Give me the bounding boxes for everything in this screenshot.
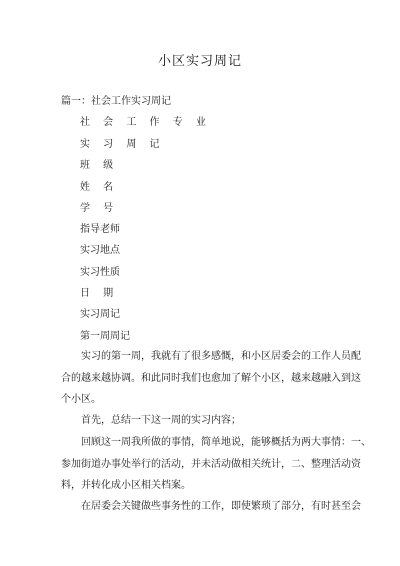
paragraph-2	[61, 410, 349, 432]
field-name: 姓 名	[80, 182, 119, 193]
field-journal: 实 习 周 记	[80, 139, 165, 150]
paragraph-line: 个小区。	[61, 394, 101, 405]
field-student-id: 学 号	[80, 203, 119, 214]
paragraph-4	[61, 496, 361, 518]
section-heading: 篇一：社会工作实习周记	[61, 96, 171, 107]
document-title: 小区实习周记	[157, 54, 242, 69]
field-class: 班 级	[80, 160, 119, 171]
paragraph-line: 料，并转化成小区相关档案。	[61, 480, 191, 491]
paragraph-line: 合的越来越协调。和此同时我们也愈加了解个小区，越来越融入到这	[61, 372, 361, 384]
paragraph-line: 在居委会关键做些事务性的工作，即使繁琐了部分，有时甚至会	[81, 501, 361, 512]
field-weekly-journal: 实习周记	[80, 309, 120, 320]
field-advisor: 指导老师	[80, 224, 120, 235]
field-nature: 实习性质	[80, 267, 120, 278]
paragraph-1	[61, 346, 361, 411]
field-week-one: 第一周周记	[80, 331, 130, 342]
field-major: 社 会 工 作 专 业	[80, 117, 211, 128]
paragraph-3	[61, 432, 371, 497]
paragraph-line: 回顾这一周我所做的事情，简单地说，能够概括为两大事情：一、	[81, 437, 371, 448]
paragraph-line: 实习的第一周，我就有了很多感慨，和小区居委会的工作人员配	[81, 351, 361, 362]
field-location: 实习地点	[80, 245, 120, 256]
paragraph-line: 参加街道办事处举行的活动，并未活动做相关统计，二、整理活动资	[61, 458, 361, 470]
paragraph-line: 首先，总结一下这一周的实习内容；	[81, 415, 241, 426]
field-date: 日 期	[80, 288, 119, 299]
